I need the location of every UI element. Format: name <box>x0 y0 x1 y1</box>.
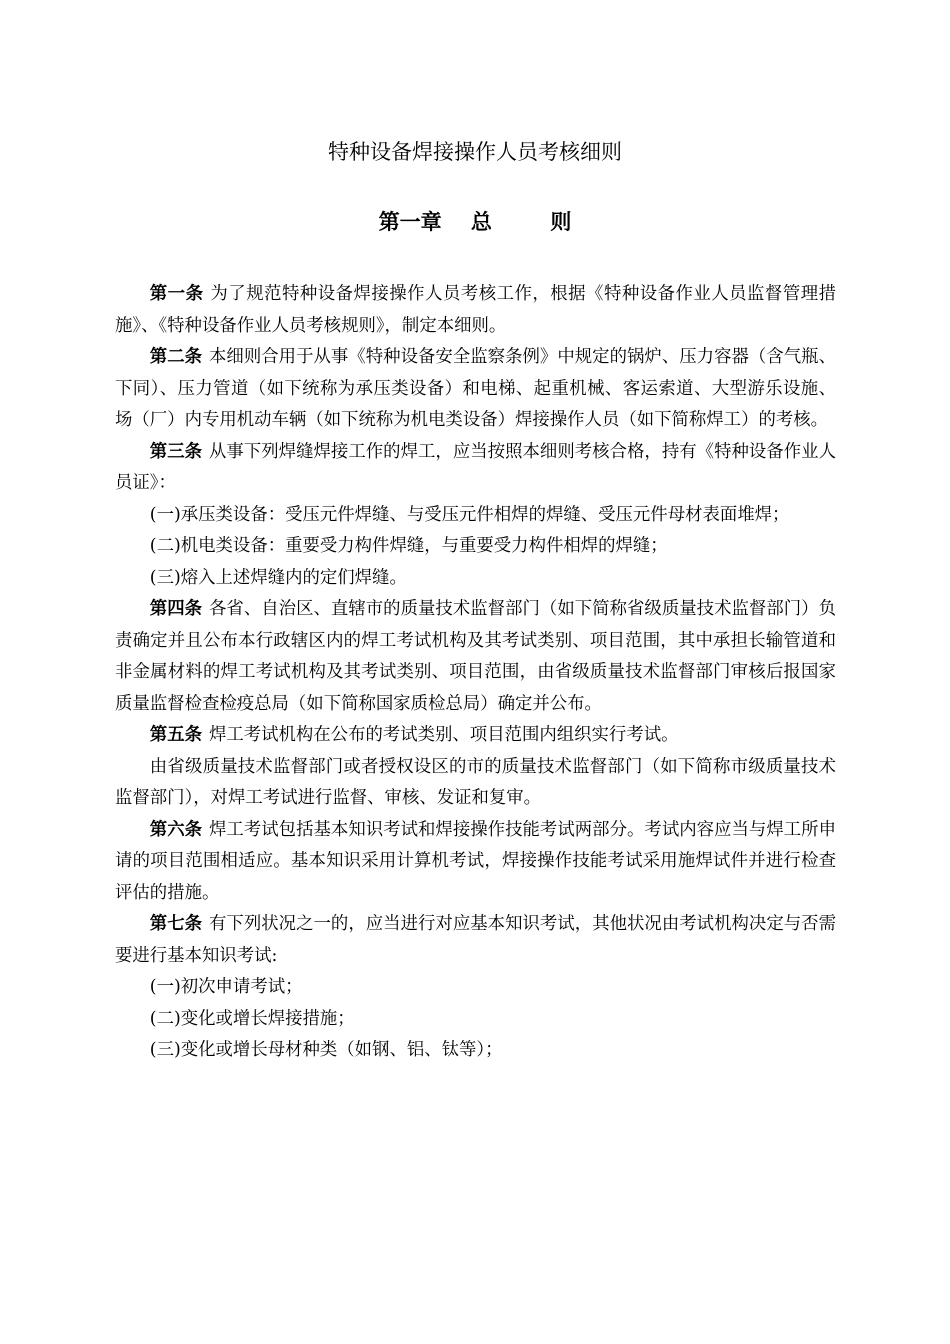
article-number: 第五条 <box>149 725 202 745</box>
paragraph-text: (二)变化或增长焊接措施； <box>149 1008 355 1029</box>
article-number: 第六条 <box>149 819 203 840</box>
article-number: 第二条 <box>149 347 203 367</box>
paragraph-text: (二)机电类设备：重要受力构件焊缝，与重要受力构件相焊的焊缝； <box>149 536 668 556</box>
paragraph <box>115 815 836 910</box>
list-item <box>115 1035 836 1067</box>
paragraph-text: 焊工考试包括基本知识考试和焊接操作技能考试两部分。考试内容应当与焊工所申请的项目范围相适应。基本知识采用计算机考试，焊接操作技能考试采用施焊试件并进行检查评估的措施。 <box>115 819 836 903</box>
list-item <box>115 563 836 595</box>
document-title: 特种设备焊接操作人员考核细则 <box>328 140 622 164</box>
paragraph-text: 焊工考试机构在公布的考试类别、项目范围内组织实行考试。 <box>208 725 679 745</box>
article-number: 第四条 <box>149 599 203 619</box>
list-item <box>115 500 836 532</box>
paragraph-text: 有下列状况之一的，应当进行对应基本知识考试，其他状况由考试机构决定与否需要进行基本知识考试: <box>115 914 836 966</box>
document-body <box>115 279 836 1067</box>
paragraph <box>115 909 836 972</box>
paragraph-text: 本细则合用于从事《特种设备安全监察条例》中规定的锅炉、压力容器（含气瓶、下同）、压力管道（如下统称为承压类设备）和电梯、起重机械、客运索道、大型游乐设施、场（厂）内专用机动车辆（如下统称为机电类设备）焊接操作人员（如下简称焊工）的考核。 <box>115 347 836 430</box>
paragraph <box>115 720 836 752</box>
list-item <box>115 972 836 1004</box>
paragraph <box>115 752 836 815</box>
list-item <box>115 1004 836 1036</box>
article-number: 第三条 <box>149 441 203 462</box>
paragraph-text: 由省级质量技术监督部门或者授权设区的市的质量技术监督部门（如下简称市级质量技术监督部门），对焊工考试进行监督、审核、发证和复审。 <box>115 756 836 808</box>
paragraph <box>115 437 836 500</box>
article-number: 第七条 <box>149 914 203 934</box>
paragraph-text: (三)变化或增长母材种类（如钢、铝、钛等）； <box>149 1040 503 1060</box>
paragraph <box>115 279 836 342</box>
paragraph-text: 从事下列焊缝焊接工作的焊工，应当按照本细则考核合格，持有《特种设备作业人员证》： <box>115 441 836 493</box>
chapter-heading: 第一章 总 则 <box>378 210 572 234</box>
paragraph-text: (一)初次申请考试； <box>149 977 303 997</box>
paragraph-text: 各省、自治区、直辖市的质量技术监督部门（如下简称省级质量技术监督部门）负责确定并且公布本行政辖区内的焊工考试机构及其考试类别、项目范围，其中承担长输管道和非金属材料的焊工考试机构及其考试类别、项目范围，由省级质量技术监督部门审核后报国家质量监督检查检疫总局（如下简称国家质检总局）确定并公布。 <box>115 599 836 714</box>
paragraph-text: (三)熔入上述焊缝内的定们焊缝。 <box>149 567 407 588</box>
paragraph-text: 为了规范特种设备焊接操作人员考核工作，根据《特种设备作业人员监督管理措施》、《特种设备作业人员考核规则》，制定本细则。 <box>115 284 836 336</box>
article-number: 第一条 <box>149 284 204 304</box>
paragraph-text: (一)承压类设备：受压元件焊缝、与受压元件相焊的焊缝、受压元件母材表面堆焊； <box>149 504 790 525</box>
paragraph <box>115 342 836 437</box>
list-item <box>115 531 836 563</box>
paragraph <box>115 594 836 720</box>
